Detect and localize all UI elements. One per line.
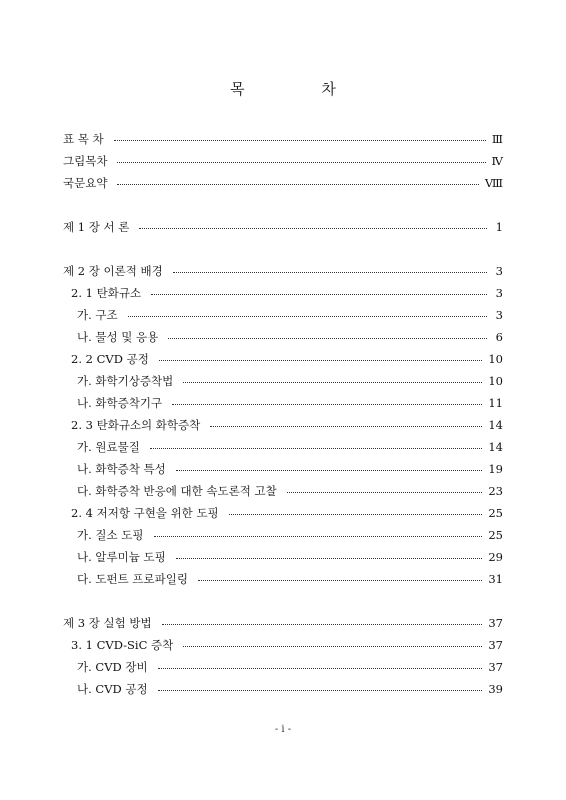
toc-entry-label: 2. 2 CVD 공정 xyxy=(71,352,149,366)
dot-leader xyxy=(168,338,487,339)
toc-entry-label: 나. 화학증착 특성 xyxy=(77,462,166,476)
toc-entry-page: 29 xyxy=(488,550,503,564)
toc-entry-page: 3 xyxy=(495,264,503,278)
toc-entry-label: 다. 화학증착 반응에 대한 속도론적 고찰 xyxy=(77,484,277,498)
toc-entry-label: 다. 도펀트 프로파일링 xyxy=(77,572,188,586)
toc-entry-label: 국문요약 xyxy=(63,176,108,190)
section-gap xyxy=(63,590,503,612)
toc-entry-page: 25 xyxy=(488,528,503,542)
dot-leader xyxy=(162,624,483,625)
toc-entry[interactable] xyxy=(63,348,503,370)
toc-entry-label: 그림목차 xyxy=(63,154,108,168)
toc-entry-page: 23 xyxy=(488,484,503,498)
toc-entry-label: 가. 질소 도핑 xyxy=(77,528,144,542)
dot-leader xyxy=(287,492,483,493)
toc-entry[interactable] xyxy=(63,502,503,524)
toc-entry-label: 표 목 차 xyxy=(63,132,104,146)
section-gap xyxy=(63,238,503,260)
toc-entry-label: 2. 4 저저항 구현을 위한 도핑 xyxy=(71,506,219,520)
toc-entry-page: 3 xyxy=(495,308,503,322)
toc-entry-page: 14 xyxy=(488,418,503,432)
toc-entry-label: 2. 1 탄화규소 xyxy=(71,286,142,300)
toc-entry-label: 나. CVD 공정 xyxy=(77,682,148,696)
toc-entry[interactable] xyxy=(63,172,503,194)
dot-leader xyxy=(139,228,487,229)
toc-entry[interactable] xyxy=(63,392,503,414)
toc-entry[interactable] xyxy=(63,326,503,348)
dot-leader xyxy=(176,470,483,471)
dot-leader xyxy=(173,272,487,273)
dot-leader xyxy=(183,382,482,383)
toc-entry-page: 11 xyxy=(488,396,503,410)
toc-entry[interactable] xyxy=(63,282,503,304)
toc-entry-label: 가. 원료물질 xyxy=(77,440,140,454)
toc-entry-page: 1 xyxy=(495,220,503,234)
toc-entry[interactable] xyxy=(63,480,503,502)
dot-leader xyxy=(159,360,483,361)
page-number-footer: - ⅰ - xyxy=(274,724,292,735)
toc-entry-page: 31 xyxy=(488,572,503,586)
toc-entry[interactable] xyxy=(63,304,503,326)
toc-entry-page: 14 xyxy=(488,440,503,454)
toc-entry[interactable] xyxy=(63,128,503,150)
dot-leader xyxy=(117,162,485,163)
toc-entry[interactable] xyxy=(63,634,503,656)
toc-entry-label: 가. 화학기상증착법 xyxy=(77,374,174,388)
toc-entry-page: 19 xyxy=(488,462,503,476)
toc-entry-page: 37 xyxy=(488,638,503,652)
dot-leader xyxy=(151,294,487,295)
dot-leader xyxy=(198,580,482,581)
toc-entry[interactable] xyxy=(63,216,503,238)
toc-entry[interactable] xyxy=(63,436,503,458)
toc-entry[interactable] xyxy=(63,414,503,436)
dot-leader xyxy=(150,448,483,449)
toc-entry[interactable] xyxy=(63,656,503,678)
toc-entry-label: 가. 구조 xyxy=(77,308,118,322)
toc-entry-page: Ⅳ xyxy=(491,154,503,168)
toc-entry[interactable] xyxy=(63,678,503,700)
toc-entry-label: 가. CVD 장비 xyxy=(77,660,148,674)
dot-leader xyxy=(229,514,483,515)
toc-entry-page: 10 xyxy=(488,374,503,388)
dot-leader xyxy=(128,316,487,317)
toc-entry[interactable] xyxy=(63,260,503,282)
toc-entry[interactable] xyxy=(63,524,503,546)
toc-entry-page: 25 xyxy=(488,506,503,520)
toc-entry-page: Ⅲ xyxy=(491,132,503,146)
dot-leader xyxy=(117,184,478,185)
toc-entry[interactable] xyxy=(63,612,503,634)
toc-entry-page: 10 xyxy=(488,352,503,366)
toc-entry-page: 39 xyxy=(488,682,503,696)
toc-entry[interactable] xyxy=(63,458,503,480)
dot-leader xyxy=(154,536,483,537)
toc-entry[interactable] xyxy=(63,546,503,568)
dot-leader xyxy=(172,404,482,405)
toc-entry-label: 제 1 장 서 론 xyxy=(63,220,130,234)
dot-leader xyxy=(158,690,483,691)
dot-leader xyxy=(210,426,482,427)
toc-entry-label: 나. 물성 및 응용 xyxy=(77,330,159,344)
toc-entry[interactable] xyxy=(63,150,503,172)
dot-leader xyxy=(176,558,483,559)
toc-entry-page: 6 xyxy=(495,330,503,344)
toc-entry[interactable] xyxy=(63,370,503,392)
toc-entry-page: Ⅷ xyxy=(484,176,503,190)
toc-entry[interactable] xyxy=(63,568,503,590)
toc-entry-page: 3 xyxy=(495,286,503,300)
toc-entry-label: 제 3 장 실험 방법 xyxy=(63,616,152,630)
toc-entry-page: 37 xyxy=(488,660,503,674)
section-gap xyxy=(63,194,503,216)
dot-leader xyxy=(183,646,482,647)
toc-entry-page: 37 xyxy=(488,616,503,630)
dot-leader xyxy=(158,668,483,669)
toc-entry-label: 2. 3 탄화규소의 화학증착 xyxy=(71,418,201,432)
toc-entry-label: 나. 알루미늄 도핑 xyxy=(77,550,166,564)
page-title: 목 차 xyxy=(230,80,372,98)
toc-entry-label: 3. 1 CVD-SiC 증착 xyxy=(71,638,174,652)
toc-entry-label: 제 2 장 이론적 배경 xyxy=(63,264,163,278)
dot-leader xyxy=(114,140,486,141)
table-of-contents xyxy=(63,128,503,700)
toc-entry-label: 나. 화학증착기구 xyxy=(77,396,163,410)
